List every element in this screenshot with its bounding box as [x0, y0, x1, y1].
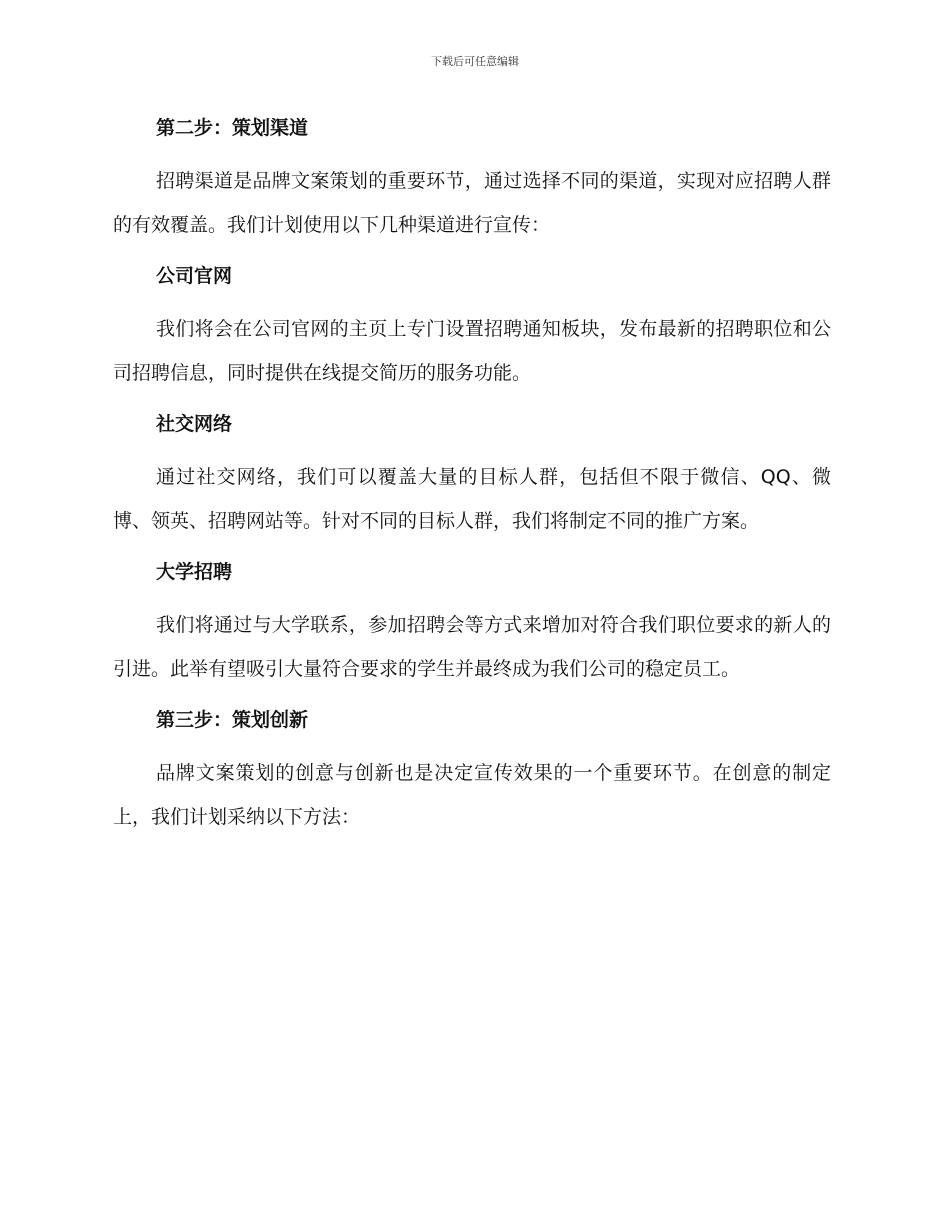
paragraph: 品牌文案策划的创意与创新也是决定宣传效果的一个重要环节。在创意的制定上，我们计划采纳以下方法：	[113, 762, 831, 828]
section-heading: 第三步：策划创新	[156, 709, 309, 731]
paragraph: 通过社交网络，我们可以覆盖大量的目标人群，包括但不限于微信、QQ、微博、领英、招聘网站等。针对不同的目标人群，我们将制定不同的推广方案。	[113, 466, 831, 532]
paragraph: 招聘渠道是品牌文案策划的重要环节，通过选择不同的渠道，实现对应招聘人群的有效覆盖。我们计划使用以下几种渠道进行宣传：	[113, 170, 831, 236]
section-heading: 第二步：策划渠道	[156, 117, 309, 139]
header-note: 下载后可任意编辑	[431, 55, 519, 68]
section-heading: 公司官网	[156, 265, 233, 287]
paragraph: 我们将通过与大学联系，参加招聘会等方式来增加对符合我们职位要求的新人的引进。此举有望吸引大量符合要求的学生并最终成为我们公司的稳定员工。	[113, 614, 831, 680]
section-heading: 社交网络	[156, 413, 233, 435]
document-body	[113, 113, 831, 839]
section-heading: 大学招聘	[156, 561, 233, 583]
paragraph: 我们将会在公司官网的主页上专门设置招聘通知板块，发布最新的招聘职位和公司招聘信息，同时提供在线提交简历的服务功能。	[113, 318, 831, 384]
